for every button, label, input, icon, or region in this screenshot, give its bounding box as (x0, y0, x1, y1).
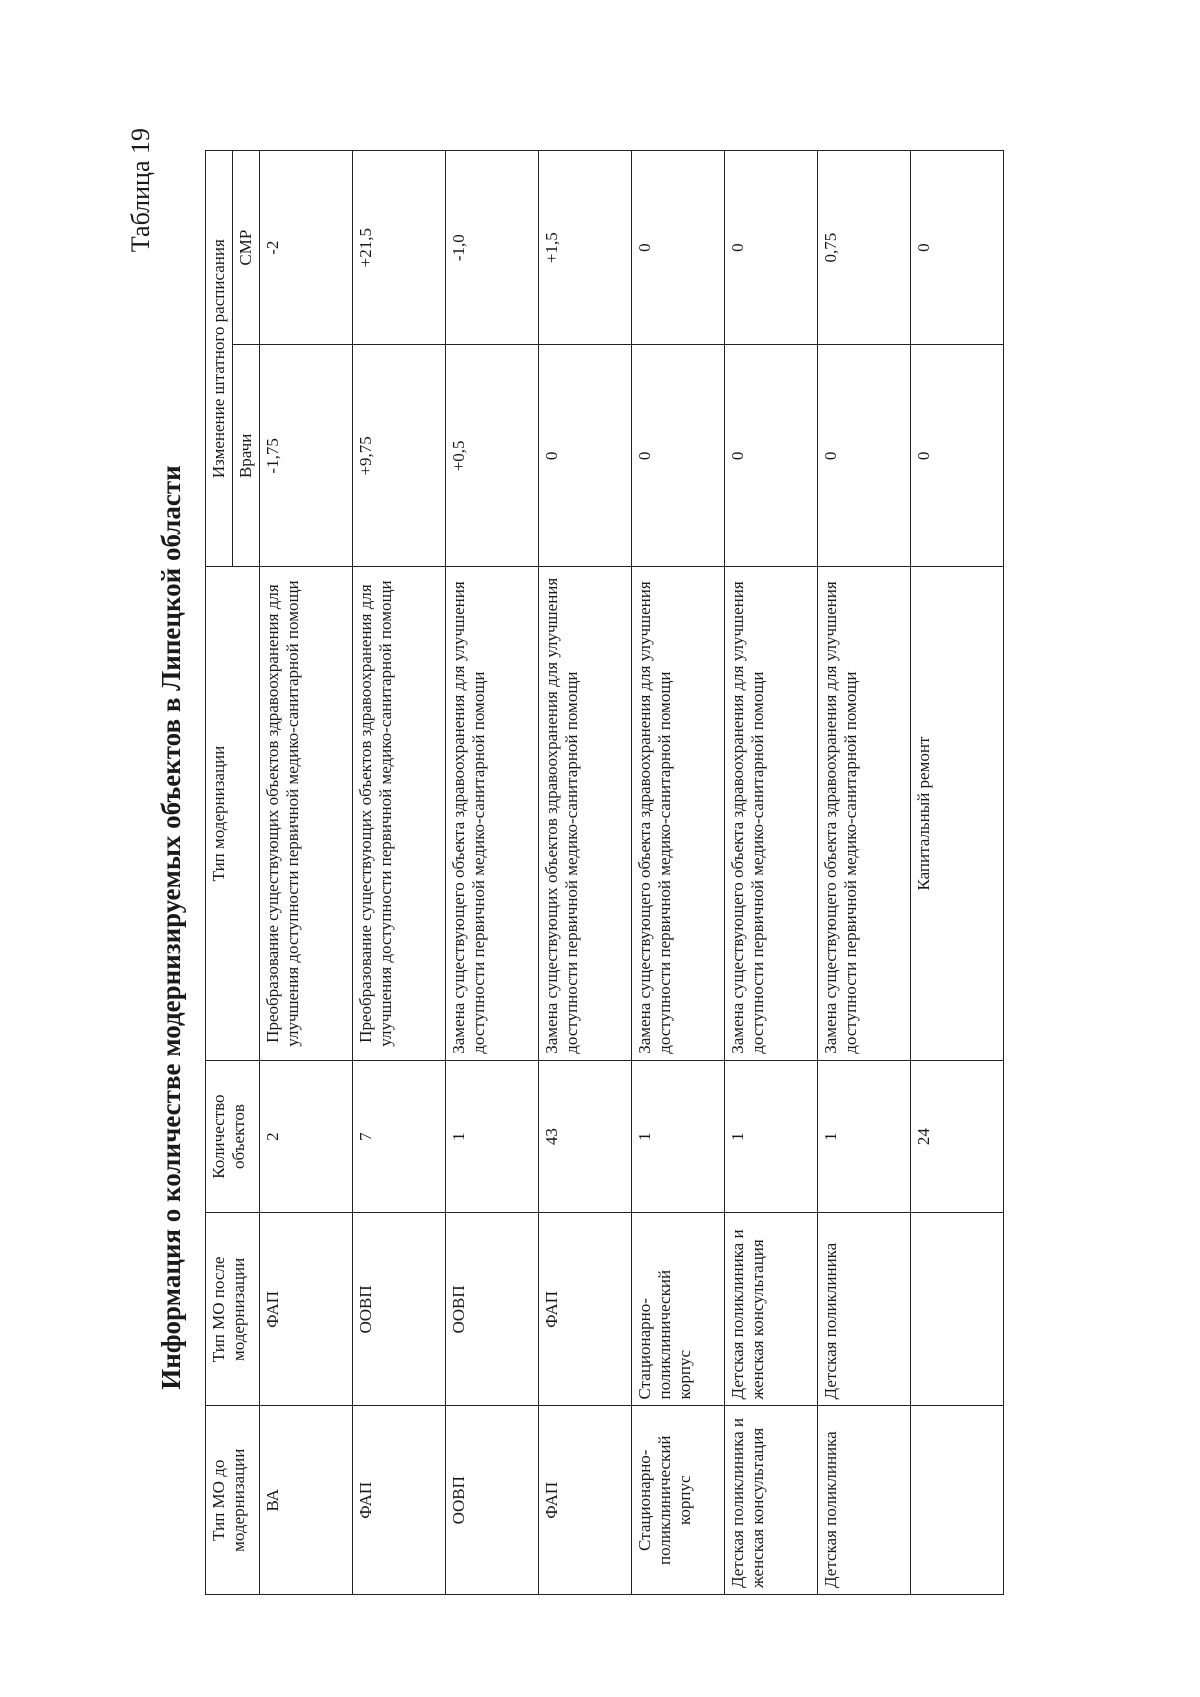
cell-smr: 0 (725, 151, 818, 345)
cell-mo-before: ФАП (353, 1406, 446, 1595)
cell-smr: 0 (911, 151, 1004, 345)
cell-doctors: 0 (725, 345, 818, 567)
cell-mo-before: ФАП (539, 1406, 632, 1595)
table-header (206, 151, 260, 1595)
cell-mo-after (911, 1213, 1004, 1406)
cell-count: 1 (446, 1060, 539, 1213)
header-modernization-type: Тип модернизации (206, 567, 260, 1060)
table-row (632, 151, 725, 1595)
cell-mo-after: Детская поликлиника (818, 1213, 911, 1406)
cell-mo-after: ООВП (446, 1213, 539, 1406)
cell-mo-after: ФАП (260, 1213, 353, 1406)
cell-modernization-type: Замена существующего объекта здравоохранения для улучшения доступности первичной медико-санитарной помощи (632, 567, 725, 1060)
cell-doctors: 0 (539, 345, 632, 567)
cell-mo-before (911, 1406, 1004, 1595)
cell-modernization-type: Преобразование существующих объектов здравоохранения для улучшения доступности первичной медико-санитарной помощи (353, 567, 446, 1060)
cell-modernization-type: Преобразование существующих объектов здравоохранения для улучшения доступности первичной медико-санитарной помощи (260, 567, 353, 1060)
cell-doctors: +0,5 (446, 345, 539, 567)
header-row-1 (206, 151, 233, 1595)
cell-mo-before: Детская поликлиника и женская консультация (725, 1406, 818, 1595)
cell-mo-after: Стационарно-поликлинический корпус (632, 1213, 725, 1406)
table-row (446, 151, 539, 1595)
cell-doctors: 0 (632, 345, 725, 567)
cell-doctors: -1,75 (260, 345, 353, 567)
cell-modernization-type: Замена существующего объекта здравоохранения для улучшения доступности первичной медико-санитарной помощи (725, 567, 818, 1060)
header-doctors: Врачи (233, 345, 260, 567)
cell-doctors: 0 (911, 345, 1004, 567)
cell-count: 7 (353, 1060, 446, 1213)
cell-mo-before: Детская поликлиника (818, 1406, 911, 1595)
document-title: Информация о количестве модернизируемых объектов в Липецкой области (156, 465, 186, 1390)
table-row (911, 151, 1004, 1595)
cell-smr: -1,0 (446, 151, 539, 345)
header-staff-change: Изменение штатного расписания (206, 151, 233, 567)
cell-mo-after: Детская поликлиника и женская консультация (725, 1213, 818, 1406)
cell-mo-before: Стационарно-поликлинический корпус (632, 1406, 725, 1595)
table-row (260, 151, 353, 1595)
cell-doctors: 0 (818, 345, 911, 567)
cell-modernization-type: Замена существующих объектов здравоохранения для улучшения доступности первичной медико-санитарной помощи (539, 567, 632, 1060)
cell-modernization-type: Замена существующего объекта здравоохранения для улучшения доступности первичной медико-санитарной помощи (818, 567, 911, 1060)
cell-count: 1 (818, 1060, 911, 1213)
table-row (353, 151, 446, 1595)
cell-mo-after: ООВП (353, 1213, 446, 1406)
cell-modernization-type: Замена существующего объекта здравоохранения для улучшения доступности первичной медико-санитарной помощи (446, 567, 539, 1060)
cell-smr: +21,5 (353, 151, 446, 345)
cell-count: 1 (632, 1060, 725, 1213)
cell-count: 43 (539, 1060, 632, 1213)
table-body (260, 151, 1004, 1595)
cell-smr: +1,5 (539, 151, 632, 345)
cell-modernization-type: Капитальный ремонт (911, 567, 1004, 1060)
table-row (818, 151, 911, 1595)
rotated-page-content (118, 70, 1118, 1630)
cell-smr: 0 (632, 151, 725, 345)
header-smr: СМР (233, 151, 260, 345)
cell-smr: -2 (260, 151, 353, 345)
cell-count: 2 (260, 1060, 353, 1213)
table-number: Таблица 19 (126, 128, 155, 253)
cell-count: 24 (911, 1060, 1004, 1213)
header-mo-after: Тип МО после модернизации (206, 1213, 260, 1406)
header-count: Количество объектов (206, 1060, 260, 1213)
cell-smr: 0,75 (818, 151, 911, 345)
table-row (539, 151, 632, 1595)
header-mo-before: Тип МО до модернизации (206, 1406, 260, 1595)
table-row (725, 151, 818, 1595)
cell-mo-after: ФАП (539, 1213, 632, 1406)
cell-mo-before: ООВП (446, 1406, 539, 1595)
cell-count: 1 (725, 1060, 818, 1213)
modernization-table (205, 150, 1004, 1595)
cell-mo-before: ВА (260, 1406, 353, 1595)
cell-doctors: +9,75 (353, 345, 446, 567)
